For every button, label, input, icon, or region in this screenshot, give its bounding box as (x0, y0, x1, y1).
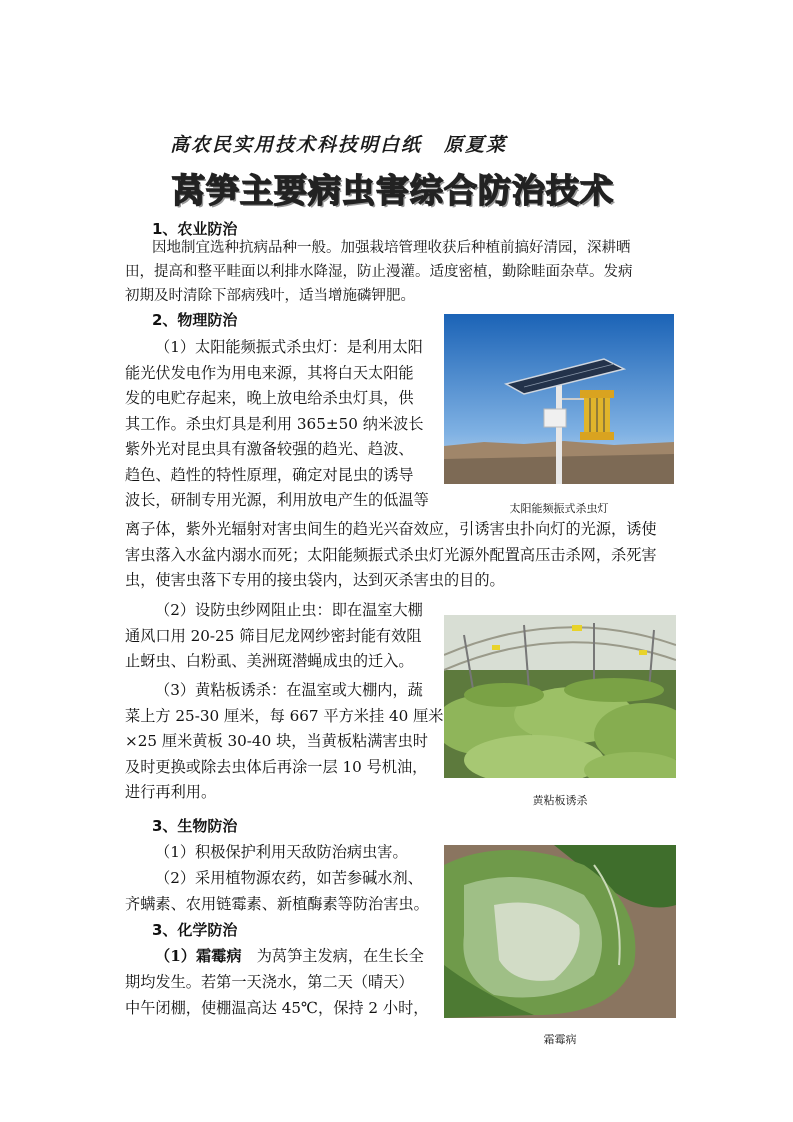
text-line: （2）设防虫纱网阻止虫：即在温室大棚 (155, 601, 423, 619)
text-line: 菜上方 25-30 厘米，每 667 平方米挂 40 厘米 (125, 706, 444, 725)
text-line: （1）太阳能频振式杀虫灯：是利用太阳 (155, 338, 423, 356)
solar-lamp-photo (444, 314, 674, 484)
text-line: 及时更换或除去虫体后再涂一层 10 号机油， (125, 757, 428, 776)
text-line: 害虫落入水盆内溺水而死；太阳能频振式杀虫灯光源外配置高压击杀网，杀死害 (125, 545, 657, 564)
header-author: 原夏菜 (444, 134, 508, 156)
text-line: 止蚜虫、白粉虱、美洲斑潜蝇成虫的迁入。 (125, 652, 414, 670)
text-line: 为莴笋主发病，在生长全 (241, 947, 424, 965)
caption-solar-lamp: 太阳能频振式杀虫灯 (509, 502, 609, 515)
text-line: 波长，研制专用光源，利用放电产生的低温等 (125, 491, 429, 509)
text-line: 田，提高和整平畦面以利排水降湿，防止漫灌。适度密植，勤除畦面杂草。发病 (125, 264, 633, 280)
section-2-para-1 (125, 335, 445, 514)
section-1-body (125, 236, 672, 308)
section-2-para-2 (125, 598, 445, 675)
caption-yellow-board: 黄粘板诱杀 (532, 794, 588, 807)
text-line: 期均发生。若第一天浇水，第二天（晴天） (125, 973, 414, 991)
text-line: 通风口用 20-25 筛目尼龙网纱密封能有效阻 (125, 626, 422, 645)
text-line: 中午闭棚，使棚温高达 45℃，保持 2 小时， (125, 999, 429, 1017)
section-heading-3: 3、生物防治 (152, 817, 238, 835)
disease-name: （1）霜霉病 (155, 947, 242, 965)
section-heading-4: 3、化学防治 (152, 921, 238, 939)
text-line: 能光伏发电作为用电来源，其将白天太阳能 (125, 363, 414, 382)
text-line: 进行再利用。 (125, 783, 217, 801)
page-title: 莴笋主要病虫害综合防治技术 (172, 171, 614, 210)
header-line (170, 130, 590, 157)
text-line: 虫，使害虫落下专用的接虫袋内，达到灭杀害虫的目的。 (125, 571, 505, 589)
text-line: （3）黄粘板诱杀：在温室或大棚内，蔬 (155, 681, 423, 699)
text-line: （1）积极保护利用天敌防治病虫害。 (155, 843, 408, 861)
text-line: 离子体，紫外光辐射对害虫间生的趋光兴奋效应，引诱害虫扑向灯的光源，诱使 (125, 520, 657, 538)
section-4-body (125, 943, 445, 1021)
text-line: （2）采用植物源农药，如苦参碱水剂、 (155, 869, 423, 887)
section-2-para-1-cont (125, 517, 685, 594)
greenhouse-photo (444, 615, 676, 778)
text-line: 齐螨素、农用链霉素、新植酶素等防治害虫。 (125, 895, 429, 913)
text-line: 紫外光对昆虫具有激备较强的趋光、趋波、 (125, 440, 414, 458)
section-2-para-3 (125, 678, 445, 806)
header-text: 高农民实用技术科技明白纸 (170, 134, 423, 156)
text-line: ×25 厘米黄板 30-40 块，当黄板粘满害虫时 (125, 732, 428, 750)
section-heading-1: 1、农业防治 (152, 220, 238, 238)
downy-mildew-photo (444, 845, 676, 1018)
section-heading-2: 2、物理防治 (152, 311, 238, 329)
section-3-body (125, 839, 455, 917)
text-line: 因地制宜选种抗病品种一般。加强栽培管理收获后种植前搞好清园，深耕晒 (152, 240, 631, 256)
text-line: 其工作。杀虫灯具是利用 365±50 纳米波长 (125, 414, 424, 433)
text-line: 趋色、趋性的特性原理，确定对昆虫的诱导 (125, 465, 414, 484)
text-line: 发的电贮存起来，晚上放电给杀虫灯具，供 (125, 389, 414, 407)
caption-downy-mildew: 霜霉病 (543, 1033, 577, 1046)
text-line: 初期及时清除下部病残叶，适当增施磷钾肥。 (125, 288, 415, 304)
